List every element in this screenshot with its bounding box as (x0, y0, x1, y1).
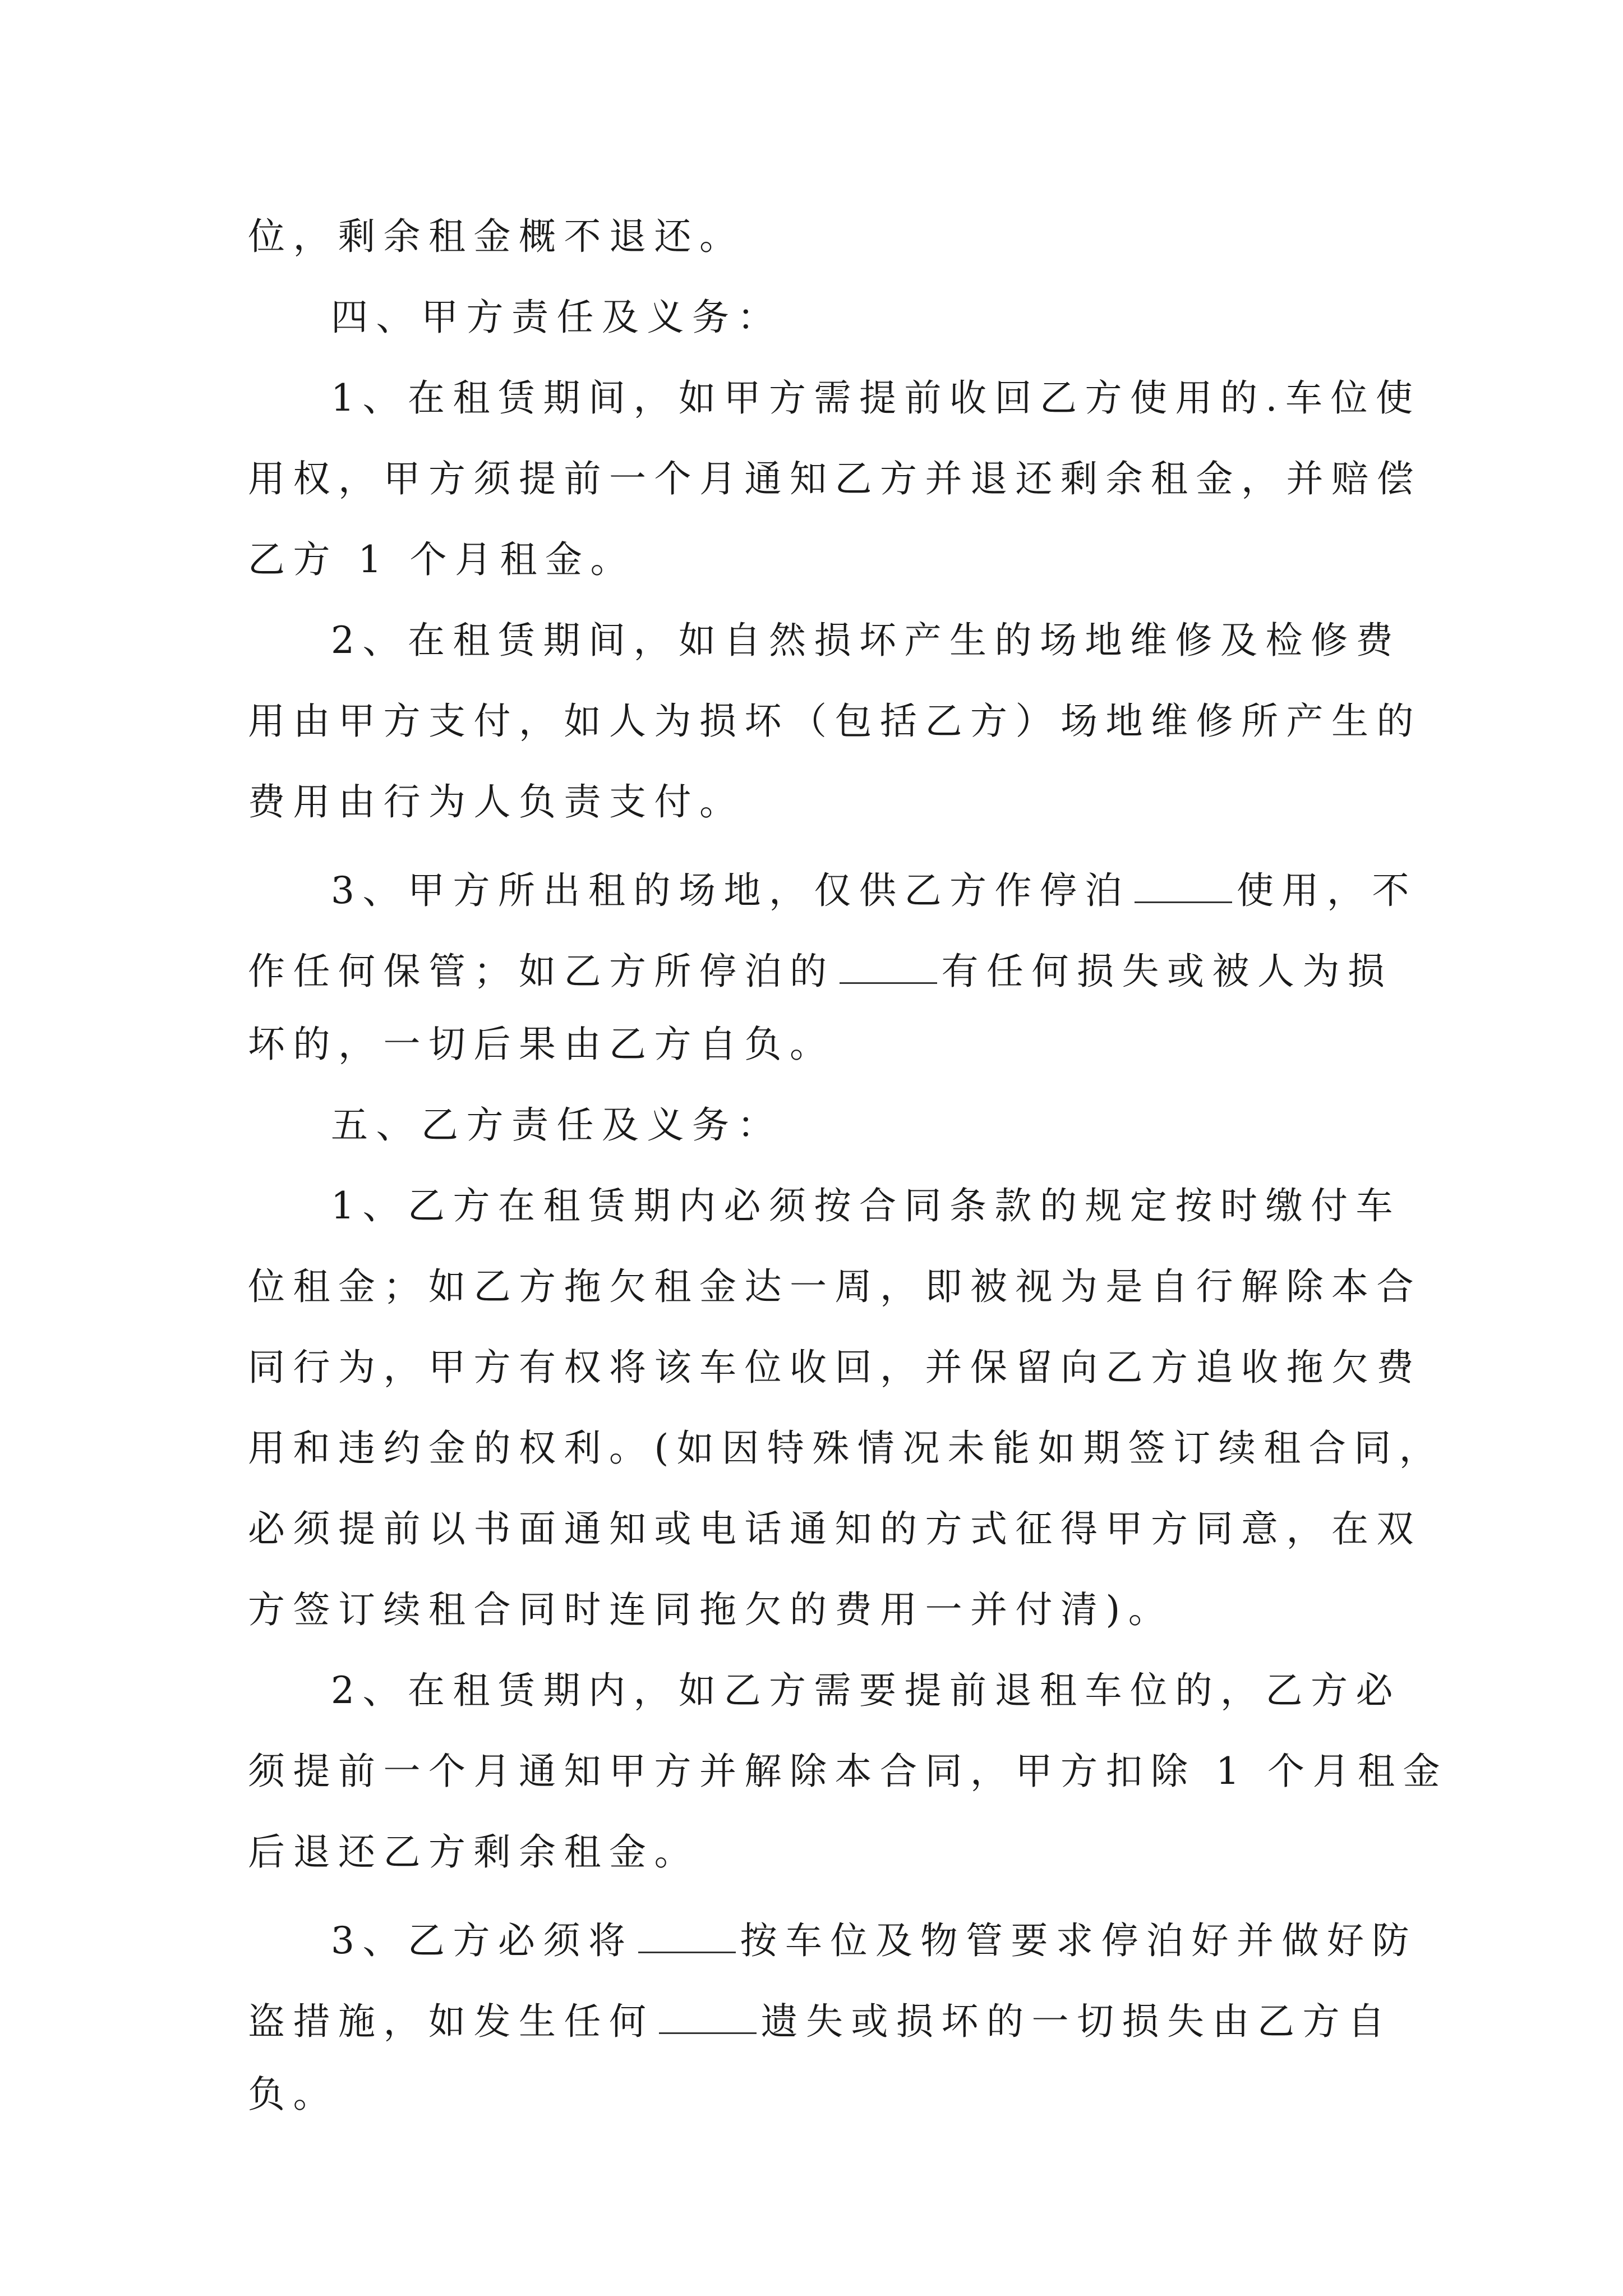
text-segment: 3、甲方所出租的场地，仅供乙方作停泊 (331, 869, 1130, 912)
text-line: 必须提前以书面通知或电话通知的方式征得甲方同意，在双 (248, 1507, 1422, 1550)
text-segment: 作任何保管；如乙方所停泊的 (248, 950, 835, 993)
text-line: 1、乙方在租赁期内必须按合同条款的规定按时缴付车 (331, 1184, 1401, 1227)
text-line-with-blank (331, 1915, 1417, 1962)
text-line: 1、在租赁期间，如甲方需提前收回乙方使用的.车位使 (331, 376, 1421, 420)
section-heading: 五、乙方责任及义务： (331, 1103, 782, 1147)
text-line: 位，剩余租金概不退还。 (248, 215, 745, 258)
text-line: 坏的，一切后果由乙方自负。 (248, 1023, 835, 1066)
text-line: 同行为，甲方有权将该车位收回，并保留向乙方追收拖欠费 (248, 1346, 1422, 1389)
text-line: 用由甲方支付，如人为损坏（包括乙方）场地维修所产生的 (248, 700, 1422, 743)
section-heading: 四、甲方责任及义务： (331, 296, 782, 339)
text-line-with-blank (248, 1995, 1393, 2043)
text-line-with-blank (248, 945, 1393, 993)
text-segment: 盗措施，如发生任何 (248, 2000, 654, 2043)
fill-in-blank (638, 1915, 736, 1953)
text-segment: 遗失或损坏的一切损失由乙方自 (760, 2000, 1393, 2043)
text-line: 负。 (248, 2073, 338, 2116)
text-line-with-blank (331, 864, 1417, 912)
text-line: 2、在租赁期间，如自然损坏产生的场地维修及检修费 (331, 619, 1401, 662)
text-segment: 使用，不 (1237, 869, 1417, 912)
text-line: 位租金；如乙方拖欠租金达一周，即被视为是自行解除本合 (248, 1265, 1422, 1308)
text-segment: 3、乙方必须将 (331, 1919, 634, 1962)
text-line: 用权，甲方须提前一个月通知乙方并退还剩余租金，并赔偿 (248, 457, 1422, 500)
text-segment: 有任何损失或被人为损 (941, 950, 1393, 993)
fill-in-blank (1135, 864, 1232, 903)
text-segment: 按车位及物管要求停泊好并做好防 (740, 1919, 1417, 1962)
text-line: 方签订续租合同时连同拖欠的费用一并付清)。 (248, 1588, 1174, 1631)
text-line: 须提前一个月通知甲方并解除本合同，甲方扣除 1 个月租金 (248, 1750, 1448, 1793)
fill-in-blank (840, 945, 937, 984)
text-line: 用和违约金的权利。(如因特殊情况未能如期签订续租合同， (248, 1427, 1445, 1470)
fill-in-blank (659, 1995, 757, 2034)
text-line: 2、在租赁期内，如乙方需要提前退租车位的，乙方必 (331, 1669, 1401, 1712)
text-line: 乙方 1 个月租金。 (248, 538, 635, 581)
text-line: 后退还乙方剩余租金。 (248, 1830, 699, 1874)
text-line: 费用由行为人负责支付。 (248, 780, 745, 823)
